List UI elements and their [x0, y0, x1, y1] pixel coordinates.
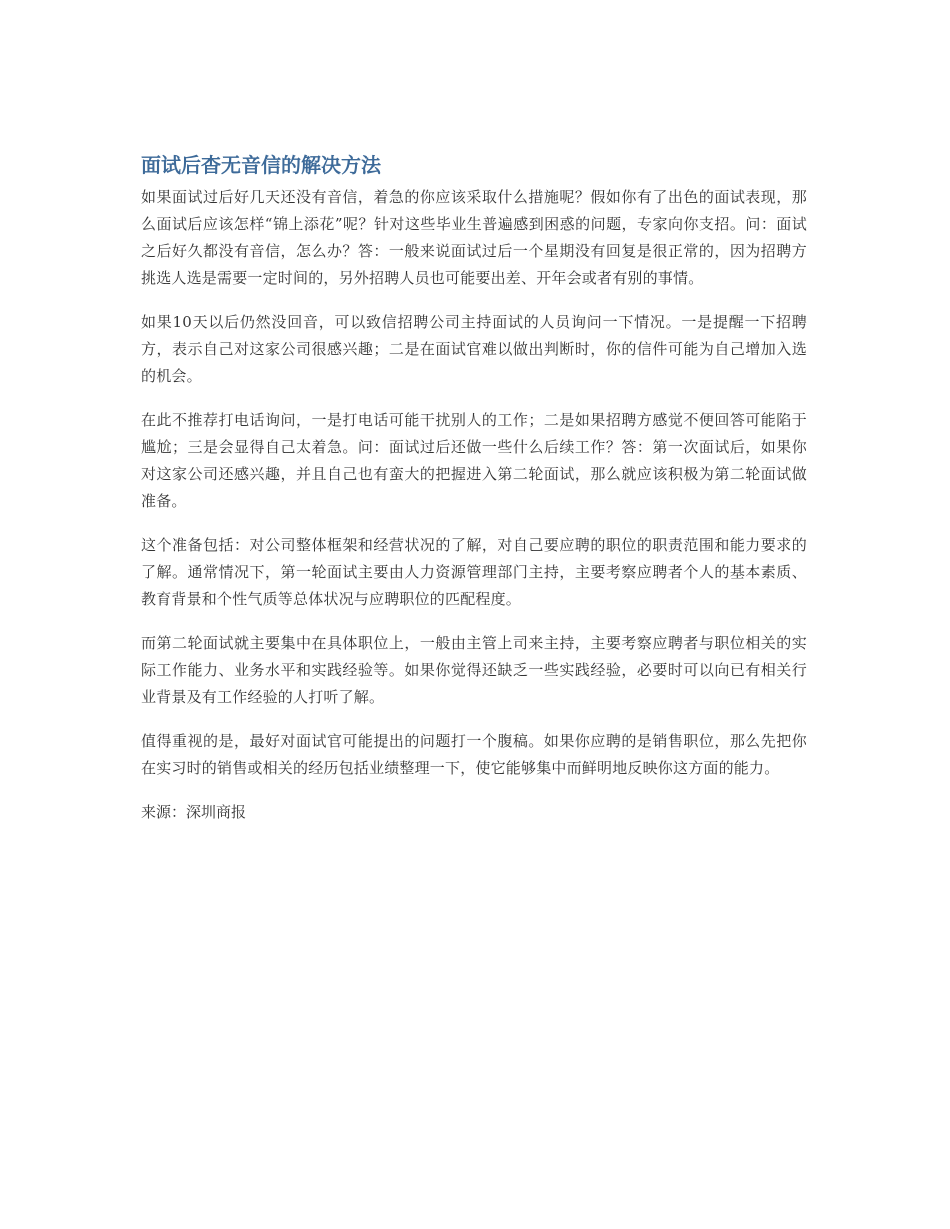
paragraph-1: 如果面试过后好几天还没有音信，着急的你应该采取什么措施呢？假如你有了出色的面试表现，那么面试后应该怎样“锦上添花”呢？针对这些毕业生普遍感到困惑的问题，专家向你支招。问：面试之后好久都没有音信，怎么办？答：一般来说面试过后一个星期没有回复是很正常的，因为招聘方挑选人选是需要一定时间的，另外招聘人员也可能要出差、开年会或者有别的事情。: [141, 188, 807, 287]
paragraph-2: 如果10天以后仍然没回音，可以致信招聘公司主持面试的人员询问一下情况。一是提醒一下招聘方，表示自己对这家公司很感兴趣；二是在面试官难以做出判断时，你的信件可能为自己增加入选的机会。: [141, 313, 807, 385]
paragraph-4: 这个准备包括：对公司整体框架和经营状况的了解，对自己要应聘的职位的职责范围和能力要求的了解。通常情况下，第一轮面试主要由人力资源管理部门主持，主要考察应聘者个人的基本素质、教育背景和个性气质等总体状况与应聘职位的匹配程度。: [141, 536, 807, 608]
paragraph-6: 值得重视的是，最好对面试官可能提出的问题打一个腹稿。如果你应聘的是销售职位，那么先把你在实习时的销售或相关的经历包括业绩整理一下，使它能够集中而鲜明地反映你这方面的能力。: [141, 732, 807, 777]
document-page: [141, 150, 807, 826]
paragraph-3: 在此不推荐打电话询问，一是打电话可能干扰别人的工作；二是如果招聘方感觉不便回答可能陷于尴尬；三是会显得自己太着急。问：面试过后还做一些什么后续工作？答：第一次面试后，如果你对这家公司还感兴趣，并且自己也有蛮大的把握进入第二轮面试，那么就应该积极为第二轮面试做准备。: [141, 411, 807, 510]
document-title: 面试后杳无音信的解决方法: [141, 153, 381, 177]
paragraph-5: 而第二轮面试就主要集中在具体职位上，一般由主管上司来主持，主要考察应聘者与职位相关的实际工作能力、业务水平和实践经验等。如果你觉得还缺乏一些实践经验，必要时可以向已有相关行业背景及有工作经验的人打听了解。: [141, 634, 807, 706]
source-line: 来源：深圳商报: [141, 803, 247, 821]
